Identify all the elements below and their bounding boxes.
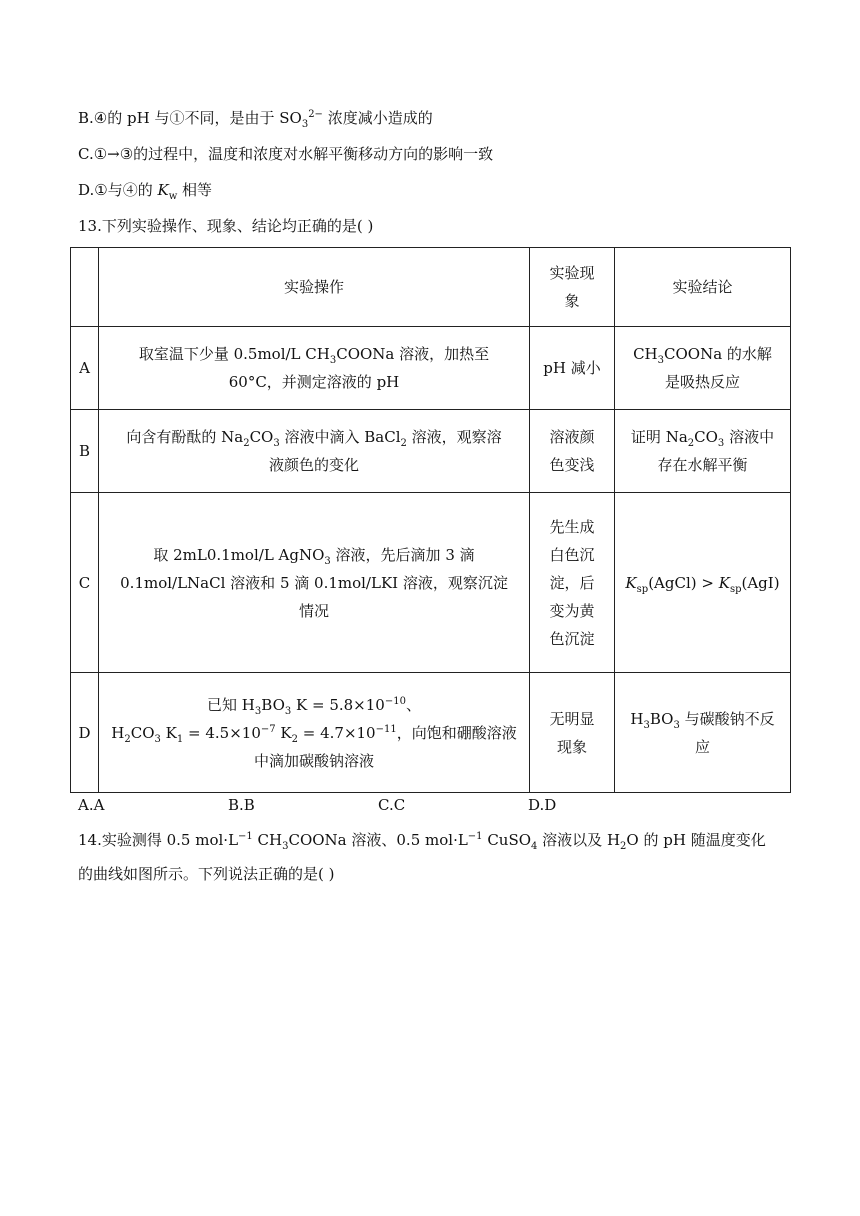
row-b-phenomenon: 溶液颜 色变浅 (530, 410, 615, 493)
option-c[interactable]: C.C (378, 796, 406, 814)
row-d-phenomenon: 无明显 现象 (530, 673, 615, 793)
option-a[interactable]: A.A (78, 796, 105, 814)
question-13-stem: 13.下列实验操作、现象、结论均正确的是( ) (78, 217, 374, 235)
header-phenomenon: 实验现 象 (530, 248, 615, 327)
row-c-conclusion: $K_{sp}(AgCl) > K_{sp}(AgI)$ (615, 493, 791, 673)
question-14-stem-line2: 的曲线如图所示。下列说法正确的是( ) (78, 865, 335, 883)
option-b[interactable]: B.B (228, 796, 255, 814)
row-a-phenomenon: pH 减小 (530, 327, 615, 410)
row-c-phenomenon: 先生成 白色沉 淀，后 变为黄 色沉淀 (530, 493, 615, 673)
table-header-row (71, 248, 791, 327)
header-operation: 实验操作 (99, 248, 530, 327)
header-empty-cell (71, 248, 99, 327)
table-row-c (71, 493, 791, 673)
row-label: B (71, 410, 99, 493)
row-a-operation: 取室温下少量 0.5mol/L $CH_3COONa$ 溶液，加热至 60°C，并测定溶液的 pH (99, 327, 530, 410)
row-a-conclusion: $CH_3COONa$ 的水解 是吸热反应 (615, 327, 791, 410)
table-row-a (71, 327, 791, 410)
row-b-conclusion: 证明 $Na_2CO_3$ 溶液中 存在水解平衡 (615, 410, 791, 493)
option-d[interactable]: D.D (528, 796, 557, 814)
question-14-stem-line1: 14.实验测得 0.5 $mol\cdot L^{-1}$ $CH_3COONa$ 溶液、0.5 $mol\cdot L^{-1}$ CuSO$_4$ 溶液以及 $H_2O$ 的 pH 随温度变化 (78, 831, 766, 852)
table-row-d (71, 673, 791, 793)
experiment-table (70, 247, 791, 793)
row-label: D (71, 673, 99, 793)
row-c-operation: 取 2mL0.1mol/L AgNO$_3$ 溶液，先后滴加 3 滴 0.1mol/LNaCl 溶液和 5 滴 0.1mol/LKI 溶液，观察沉淀 情况 (99, 493, 530, 673)
table-row-b (71, 410, 791, 493)
row-label: A (71, 327, 99, 410)
row-label: C (71, 493, 99, 673)
row-d-conclusion: $H_3BO_3$ 与碳酸钠不反 应 (615, 673, 791, 793)
row-b-operation: 向含有酚酞的 $Na_2CO_3$ 溶液中滴入 BaCl$_2$ 溶液，观察溶 液颜色的变化 (99, 410, 530, 493)
row-d-operation: 已知 $H_3BO_3$ $K = 5.8\times 10^{-10}$、 $H_2CO_3$ $K_1 = 4.5\times 10^{-7}$ $K_2 = 4.7\times 10^{-11}$，向饱和硼酸溶液 中滴加碳酸钠溶液 (99, 673, 530, 793)
option-d-text: D.①与④的 $K_w$ 相等 (78, 181, 213, 202)
option-c-text: C.①→③的过程中，温度和浓度对水解平衡移动方向的影响一致 (78, 145, 494, 163)
header-conclusion: 实验结论 (615, 248, 791, 327)
option-b-text: B.④的 pH 与①不同，是由于 $SO_3^{2-}$ 浓度减小造成的 (78, 109, 433, 130)
